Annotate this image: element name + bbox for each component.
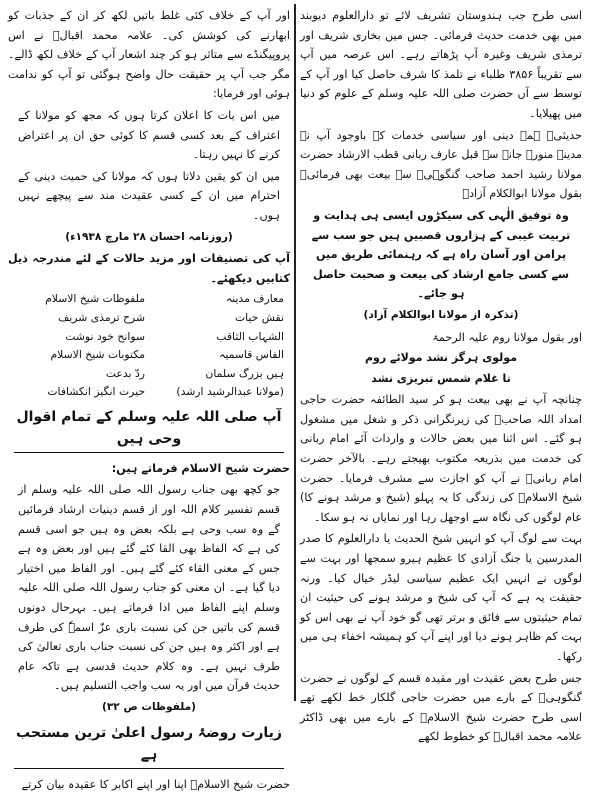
book-item: مکتوبات شیخ الاسلام <box>50 348 145 362</box>
left-paragraph-3: حضرت شیخ الاسلامؒ اپنا اور اپنے اکابر کا عقیدہ بیان کرتے <box>21 777 290 791</box>
book-item: سوانح خود نوشت <box>65 329 145 343</box>
book-item: نقش حیات <box>234 310 284 324</box>
section-heading-wahy: آپ صلی اللہ علیہ وسلم کے تمام اقوال وحی ہیں <box>14 406 284 453</box>
right-column <box>300 6 583 744</box>
rumi-intro: اور بقول مولانا روم علیہ الرحمۃ <box>432 330 582 344</box>
left-column <box>8 6 290 791</box>
book-item: شرح ترمذی شریف <box>58 310 145 324</box>
section-heading-ziyarat: زیارت روضۂ رسول اعلیٰ ترین مستحب ہے <box>14 722 284 769</box>
book-item: ہیں بزرگ سلمان <box>205 366 284 380</box>
right-paragraph-5: جس طرح بعض عقیدت اور مقیدہ قسم کے لوگوں نے حضرت گنگوہیؒ کے بارے میں حضرت حاجی گلکار خط لکھے تھے اسی طرح حضرت شیخ الاسلامؒ کے بارے میں بھی ڈاکٹر علامہ محمد اقبالؒ کو خطوط لکھے <box>300 671 582 744</box>
malfuzat-reference: (ملفوظات ص ۳۲) <box>101 701 196 713</box>
book-item: الشہاب الثاقب <box>216 329 284 343</box>
books-intro: آپ کی تصنیفات اور مزید حالات کے لئے مندرجہ ذیل کتابیں دیکھئے۔ <box>8 252 290 285</box>
right-paragraph-4: بہت سے لوگ آپ کو انہیں شیخ الحدیث یا دارالعلوم کا صدر المدرسین یا جنگ آزادی کا عظیم ہیرو سمجھا اور بہت سے لوگوں نے انہیں ایک عظیم سیاسی لیڈر خیال کیا۔ ورنہ حقیقت یہ ہے کہ آپ کی شیخ و مرشد ہونے کی حیثیت ان تمام حیثیتوں سے فائق و برتر تھی گو خود آپ نے بھی اس کو بہت کم ظاہر ہونے دیا اور اپنے آپ کو ہمیشہ اخفاء ہی میں رکھا۔ <box>300 532 582 663</box>
azad-quote-reference: (تذکرہ از مولانا ابوالکلام آزاد) <box>363 308 519 321</box>
ehsan-reference: (روزنامہ احسان ۲۸ مارچ ۱۹۳۸ء) <box>65 230 233 243</box>
column-divider <box>294 4 296 701</box>
right-paragraph-1: اسی طرح جب ہندوستان تشریف لائے تو دارالعلوم دیوبند میں بھی خدمت حدیث فرمائی۔ جس میں بخاری شریف اور ترمذی شریف وغیرہ آپ پڑھاتے رہے۔ اس عرصہ میں آپ سے تقریباً ۳۸۵۶ طلباء نے تلمذ کا شرف حاصل کیا اور آپ کے توسط سے آں حضرت صلی اللہ علیہ وسلم کے علوم کو دنیا میں پھیلایا۔ <box>300 9 583 120</box>
rumi-poem-line-2: تا غلام شمس تبریزی نشد <box>371 371 511 385</box>
wahy-paragraph: جو کچھ بھی جناب رسول اللہ صلی اللہ علیہ وسلم از قسم تفسیر کلام اللہ اور از قسم دینیات ارشاد فرمائیں گے وہ سب وحی ہے بلکہ بعض وہ ہیں جو اسی قسم کی ہے کہ الفاظ بھی القا کئے گئے ہیں اور بعض وہ ہے جس کے معنی القاء کئے گئے ہیں۔ اور الفاظ میں اختیار دیا گیا ہے۔ ان معنی کو جناب رسول اللہ صلی اللہ علیہ وسلم اپنے الفاظ میں ادا فرماتے ہیں۔ بہرحال دونوں قسم کی باتیں جن کی نسبت باری عزّ اسمہٗ کی طرف ہے اور اکثر وہ ہیں جن کی نسبت جناب باری تعالیٰ کی طرف نہیں ہے۔ وہ کلام حدیث قدسی ہے تاکہ عام حدیث قرآن میں اور یہ سب واجب التسلیم ہیں۔ <box>18 483 280 693</box>
right-paragraph-3: چنانچہ آپ نے بھی بیعت ہو کر سید الطائفہ حضرت حاجی امداد اللہ صاحبؒ کی زیرنگرانی ذکر و شغل میں مشغول ہو گئے۔ اس اثنا میں بعض حالات و واردات آئے امام ربانی کی خدمت میں بذریعہ مکتوب بھیجتے رہے۔ بالآخر حضرت امام ربانیؒ نے آپ کو اجازت سے مشرف فرمایا۔ حضرت شیخ الاسلامؒ کی زندگی کا یہ پہلو (شیخ و مرشد ہونے کا) عام لوگوں کی نگاہ سے اوجھل رہا اور نمایاں نہ ہو سکا۔ <box>300 393 582 524</box>
azad-quote: وہ توفیق الٰہی کی سیکڑوں ایسی ہی ہدایت و تربیت غیبی کے ہزاروں قصبیں ہیں جو سب سے پرامن اور آسان راہ ہے کہ رہنمائی طریق میں سے کسی جامع ارشاد کی بیعت و صحبت حاصل ہو جائے۔ <box>311 208 571 301</box>
iqbal-quote-2: میں ان کو یقین دلاتا ہوں کہ مولانا کی حمیت دینی کے احترام میں ان کے کسی عقیدت مند سے پیچھے نہیں ہوں۔ <box>18 169 280 222</box>
book-item: حیرت انگیز انکشافات <box>47 385 145 399</box>
book-item: ملفوظات شیخ الاسلام <box>45 292 145 306</box>
left-paragraph-1: اور آپ کے خلاف کئی غلط باتیں لکھ کر ان کے جذبات کو ابھارنے کی کوشش کی۔ علامہ محمد اقبالؒ نے اس پروپیگنڈے سے متاثر ہو کر چند اشعار آپ کے خلاف لکھ ڈالے۔ مگر جب آپ پر حقیقت حال واضح ہوگئی تو آپ کو ندامت ہوئی اور فرمایا: <box>8 9 290 101</box>
iqbal-quote-1: میں اس بات کا اعلان کرتا ہوں کہ مجھ کو مولانا کے اعتراف کے بعد کسی قسم کا کوئی حق ان پر اعتراض کرنے کا نہیں رہتا۔ <box>18 108 280 162</box>
right-paragraph-2: حدیثی۔ ہمہ دینی اور سیاسی خدمات کے باوجود آپ نے مدینہ منورہ جانے سے قبل عارف ربانی قطب الارشاد حضرت مولانا رشید احمد صاحب گنگوہیؒ سے بیعت بھی فرمائی۔ بقول مولانا ابوالکلام آزادؒ <box>300 128 582 201</box>
rumi-poem-line-1: مولوی ہرگز نشد مولائے روم <box>364 351 518 365</box>
book-item: الفاس قاسمیہ <box>219 348 284 362</box>
book-item: ردّ بدعت <box>105 366 145 380</box>
book-item: (مولانا عبدالرشید ارشد) <box>176 385 284 399</box>
book-item: معارف مدینہ <box>225 292 284 306</box>
book-list <box>8 290 290 402</box>
shaikh-intro: حضرت شیخ الاسلام فرماتے ہیں: <box>111 461 290 475</box>
